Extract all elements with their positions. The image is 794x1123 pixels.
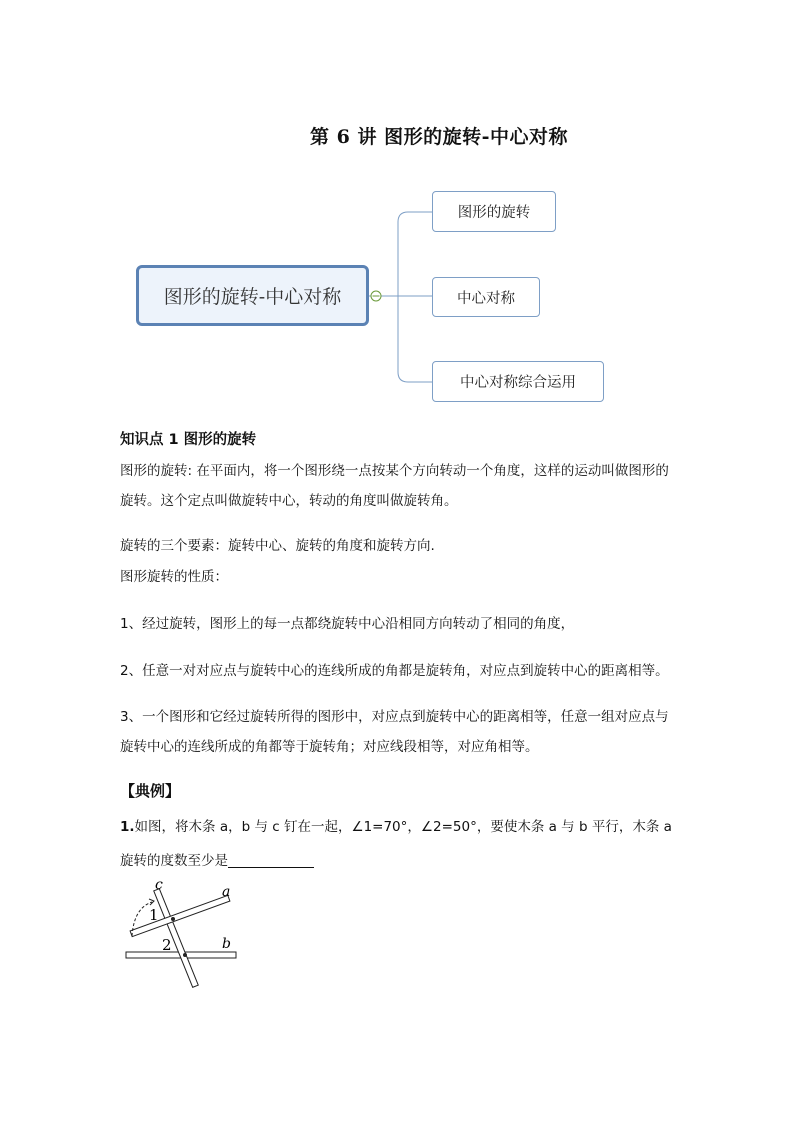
question-1 <box>120 810 680 878</box>
label-angle-1: 1 <box>149 906 159 924</box>
question-text: 如图，将木条 a，b 与 c 钉在一起，∠1=70°，∠2=50°，要使木条 a 与 b 平行，木条 a 旋转的度数至少是 <box>120 819 672 869</box>
answer-blank[interactable] <box>228 851 314 868</box>
question-number: 1. <box>120 819 135 835</box>
property-item-2: 2、任意一对对应点与旋转中心的连线所成的角都是旋转角，对应点到旋转中心的距离相等。 <box>120 663 669 679</box>
page-title: 第 6 讲 图形的旋转-中心对称 <box>310 126 568 148</box>
section-heading: 知识点 1 图形的旋转 <box>120 432 257 448</box>
strip-a <box>130 895 230 936</box>
property-item-3: 3、一个图形和它经过旋转所得的图形中，对应点到旋转中心的距离相等，任意一组对应点与旋转中心的连线所成的角都等于旋转角；对应线段相等，对应角相等。 <box>120 709 669 755</box>
property-item-1: 1、经过旋转，图形上的每一点都绕旋转中心沿相同方向转动了相同的角度， <box>120 616 575 632</box>
rotation-elements: 旋转的三个要素：旋转中心、旋转的角度和旋转方向. <box>120 538 435 554</box>
label-c: c <box>155 878 163 893</box>
rotation-definition: 图形的旋转: 在平面内，将一个图形绕一点按某个方向转动一个角度，这样的运动叫做图形的旋转。这个定点叫做旋转中心，转动的角度叫做旋转角。 <box>120 463 669 509</box>
nail-bottom <box>183 953 187 957</box>
strip-c <box>154 889 199 988</box>
label-angle-2: 2 <box>162 936 172 954</box>
wood-strips-figure <box>118 878 248 993</box>
mindmap-root-node: 图形的旋转-中心对称 <box>136 265 369 326</box>
mindmap-node-rotation: 图形的旋转 <box>432 191 556 232</box>
mindmap-node-central-symmetry: 中心对称 <box>432 277 540 317</box>
label-a: a <box>222 884 231 900</box>
mindmap-connectors <box>0 0 794 420</box>
mindmap-node-application: 中心对称综合运用 <box>432 361 604 402</box>
properties-title: 图形旋转的性质： <box>120 569 228 585</box>
label-b: b <box>222 936 231 952</box>
example-label: 【典例】 <box>120 782 181 800</box>
nail-top <box>171 917 175 921</box>
